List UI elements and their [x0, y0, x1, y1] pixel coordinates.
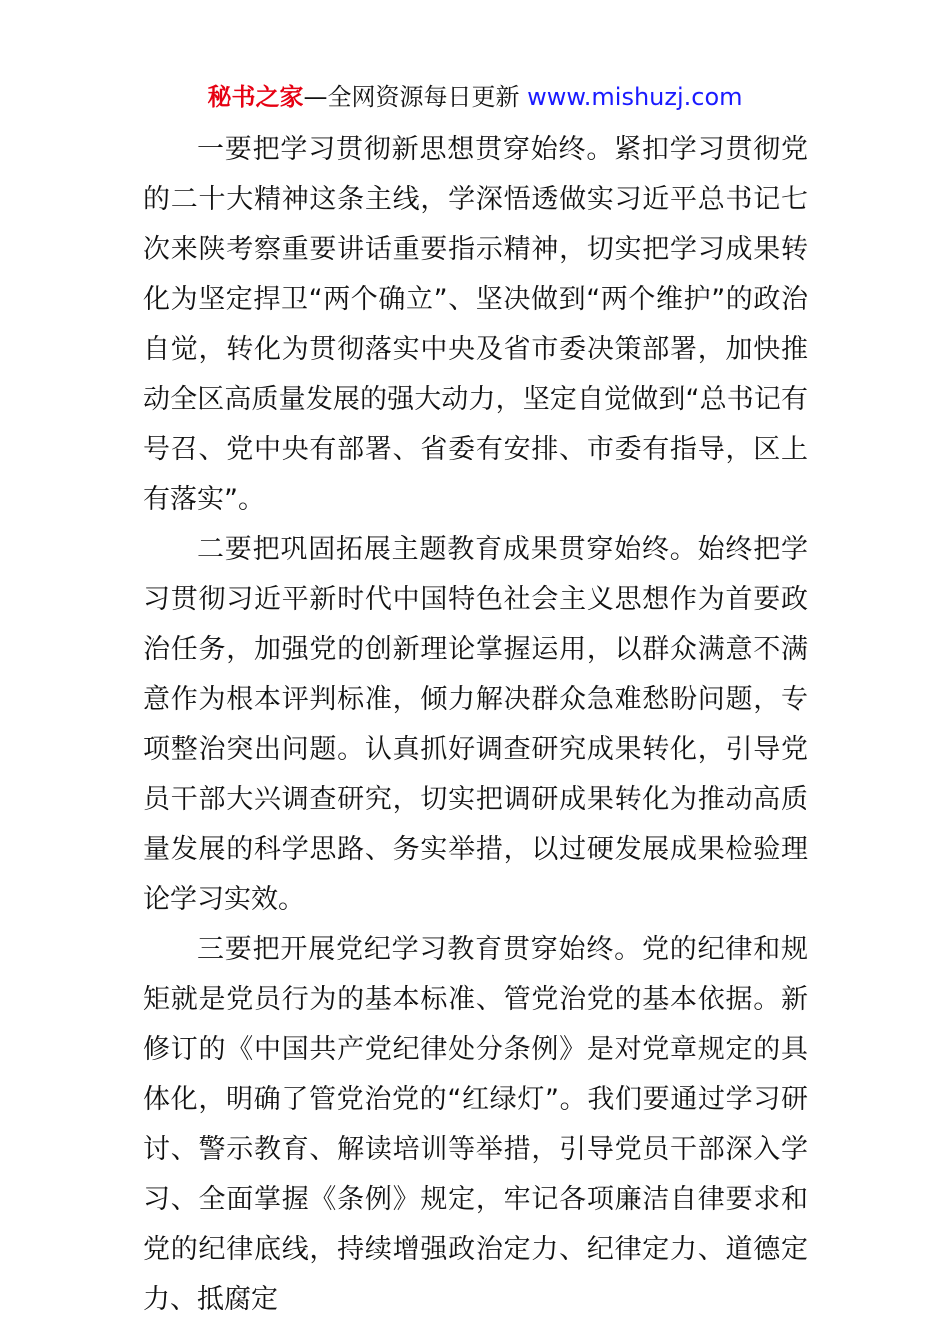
document-body	[143, 125, 808, 1325]
header-tagline: —全网资源每日更新	[303, 83, 520, 111]
brand-name: 秘书之家	[207, 83, 304, 111]
site-url-link[interactable]: www.mishuzj.com	[527, 83, 743, 111]
paragraph-3: 三要把开展党纪学习教育贯穿始终。党的纪律和规矩就是党员行为的基本标准、管党治党的基本依据。新修订的《中国共产党纪律处分条例》是对党章规定的具体化，明确了管党治党的“红绿灯”。我们要通过学习研讨、警示教育、解读培训等举措，引导党员干部深入学习、全面掌握《条例》规定，牢记各项廉洁自律要求和党的纪律底线，持续增强政治定力、纪律定力、道德定力、抵腐定	[143, 934, 808, 1315]
paragraph-2: 二要把巩固拓展主题教育成果贯穿始终。始终把学习贯彻习近平新时代中国特色社会主义思想作为首要政治任务，加强党的创新理论掌握运用，以群众满意不满意作为根本评判标准，倾力解决群众急难愁盼问题，专项整治突出问题。认真抓好调查研究成果转化，引导党员干部大兴调查研究，切实把调研成果转化为推动高质量发展的科学思路、务实举措，以过硬发展成果检验理论学习实效。	[143, 534, 808, 915]
page-header	[0, 80, 950, 114]
paragraph-1: 一要把学习贯彻新思想贯穿始终。紧扣学习贯彻党的二十大精神这条主线，学深悟透做实习近平总书记七次来陕考察重要讲话重要指示精神，切实把学习成果转化为坚定捍卫“两个确立”、坚决做到“两个维护”的政治自觉，转化为贯彻落实中央及省市委决策部署，加快推动全区高质量发展的强大动力，坚定自觉做到“总书记有号召、党中央有部署、省委有安排、市委有指导，区上有落实”。	[143, 134, 808, 515]
